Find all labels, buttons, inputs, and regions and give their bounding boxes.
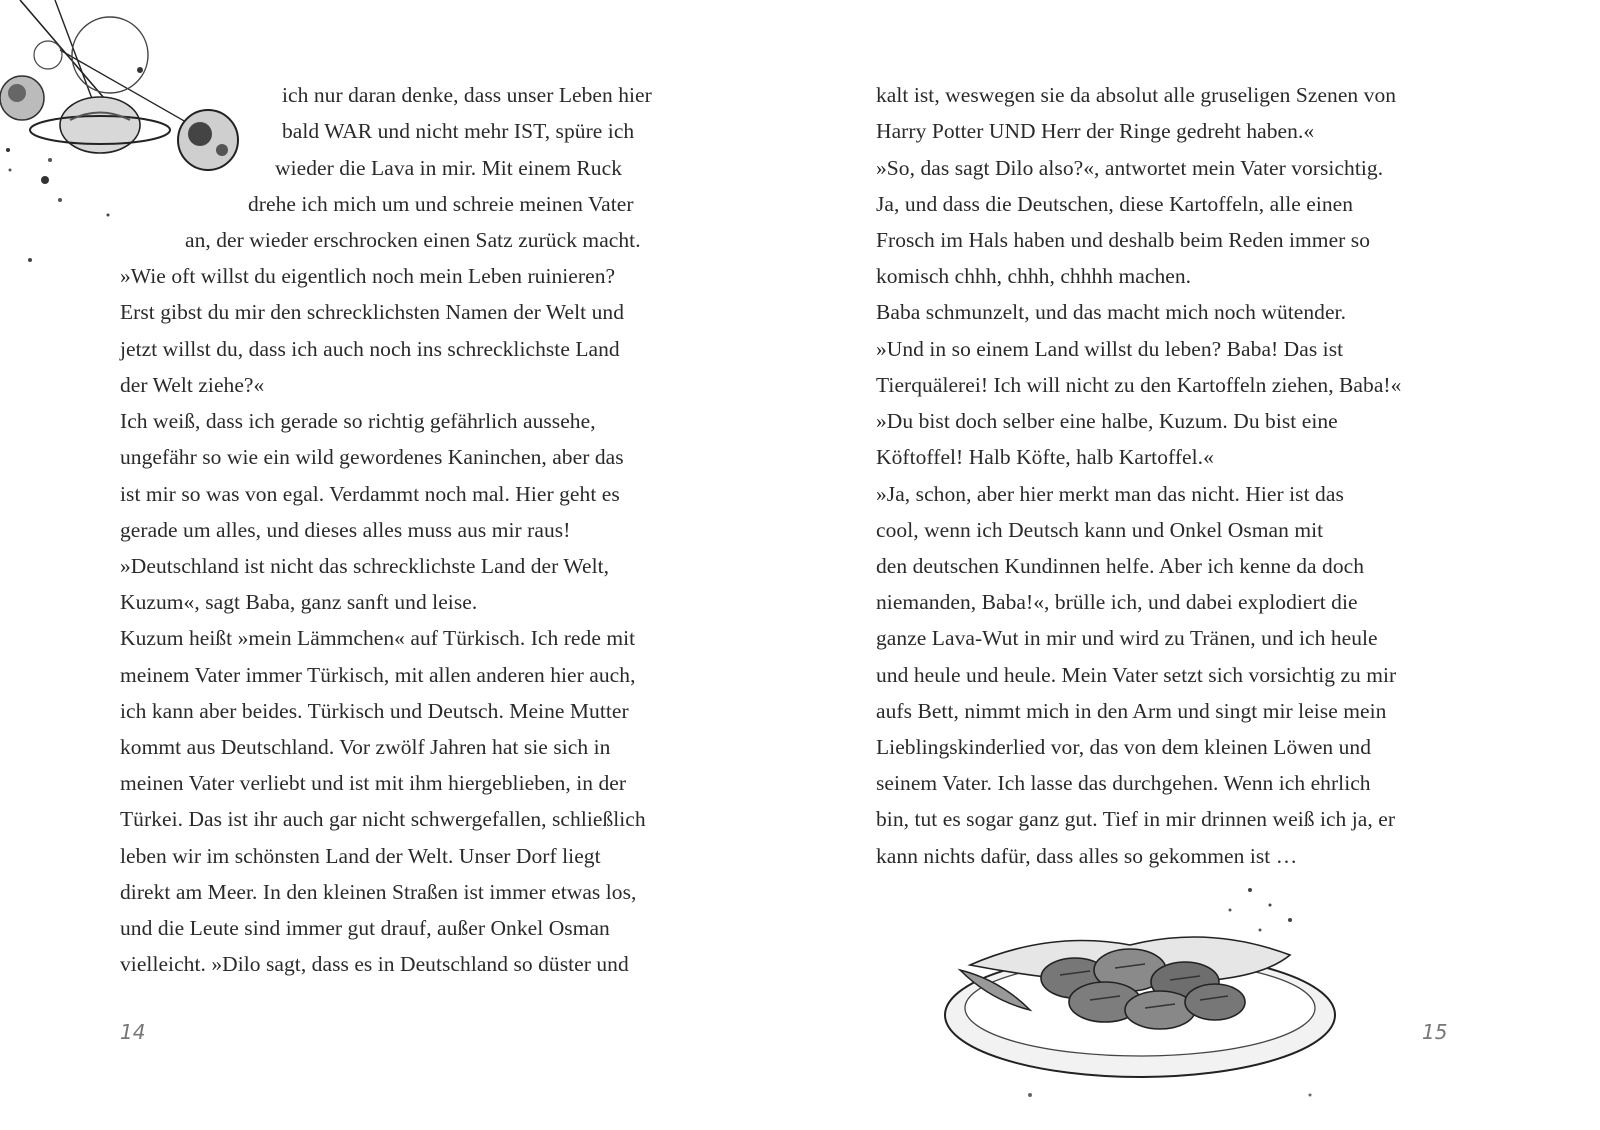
left-line-23: direkt am Meer. In den kleinen Straßen ist immer etwas los, [120, 880, 637, 904]
left-line-24: und die Leute sind immer gut drauf, außer Onkel Osman [120, 916, 610, 940]
right-line-12: »Ja, schon, aber hier merkt man das nicht. Hier ist das [876, 482, 1344, 506]
left-line-7: Erst gibst du mir den schrecklichsten Namen der Welt und [120, 300, 625, 324]
left-line-14: »Deutschland ist nicht das schrecklichste Land der Welt, [120, 554, 610, 578]
left-line-1: ich nur daran denke, dass unser Leben hier [282, 83, 652, 107]
left-line-8: jetzt willst du, dass ich auch noch ins schrecklichste Land [120, 337, 620, 361]
right-line-4: Ja, und dass die Deutschen, diese Kartoffeln, alle einen [876, 192, 1354, 216]
right-line-2: Harry Potter UND Herr der Ringe gedreht haben.« [876, 119, 1315, 143]
koefte-plate-illustration [930, 870, 1350, 1110]
right-line-10: »Du bist doch selber eine halbe, Kuzum. Du bist eine [876, 409, 1338, 433]
right-line-19: Lieblingskinderlied vor, das von dem kleinen Löwen und [876, 735, 1372, 759]
left-line-16: Kuzum heißt »mein Lämmchen« auf Türkisch. Ich rede mit [120, 626, 636, 650]
left-line-10: Ich weiß, dass ich gerade so richtig gefährlich aussehe, [120, 409, 596, 433]
right-line-3: »So, das sagt Dilo also?«, antwortet mein Vater vorsichtig. [876, 156, 1384, 180]
right-line-9: Tierquälerei! Ich will nicht zu den Kartoffeln ziehen, Baba!« [876, 373, 1402, 397]
right-line-22: kann nichts dafür, dass alles so gekommen ist … [876, 844, 1298, 868]
left-line-9: der Welt ziehe?« [120, 373, 265, 397]
right-line-16: ganze Lava-Wut in mir und wird zu Tränen, und ich heule [876, 626, 1378, 650]
left-line-13: gerade um alles, und dieses alles muss aus mir raus! [120, 518, 571, 542]
left-line-5: an, der wieder erschrocken einen Satz zurück macht. [185, 228, 641, 252]
left-line-15: Kuzum«, sagt Baba, ganz sanft und leise. [120, 590, 478, 614]
left-line-3: wieder die Lava in mir. Mit einem Ruck [275, 156, 623, 180]
right-line-1: kalt ist, weswegen sie da absolut alle gruseligen Szenen von [876, 83, 1397, 107]
right-line-21: bin, tut es sogar ganz gut. Tief in mir drinnen weiß ich ja, er [876, 807, 1396, 831]
right-line-18: aufs Bett, nimmt mich in den Arm und singt mir leise mein [876, 699, 1387, 723]
left-line-20: meinen Vater verliebt und ist mit ihm hiergeblieben, in der [120, 771, 627, 795]
page-number-right: 15 [1422, 1020, 1448, 1044]
left-line-25: vielleicht. »Dilo sagt, dass es in Deutschland so düster und [120, 952, 629, 976]
right-line-15: niemanden, Baba!«, brülle ich, und dabei explodiert die [876, 590, 1358, 614]
right-line-14: den deutschen Kundinnen helfe. Aber ich kenne da doch [876, 554, 1365, 578]
left-line-12: ist mir so was von egal. Verdammt noch mal. Hier geht es [120, 482, 620, 506]
right-line-20: seinem Vater. Ich lasse das durchgehen. Wenn ich ehrlich [876, 771, 1371, 795]
left-line-19: kommt aus Deutschland. Vor zwölf Jahren hat sie sich in [120, 735, 611, 759]
left-line-4: drehe ich mich um und schreie meinen Vater [248, 192, 634, 216]
page-number-left: 14 [120, 1020, 146, 1044]
right-line-8: »Und in so einem Land willst du leben? Baba! Das ist [876, 337, 1344, 361]
left-line-22: leben wir im schönsten Land der Welt. Unser Dorf liegt [120, 844, 601, 868]
left-line-21: Türkei. Das ist ihr auch gar nicht schwergefallen, schließlich [120, 807, 646, 831]
right-line-17: und heule und heule. Mein Vater setzt sich vorsichtig zu mir [876, 663, 1397, 687]
right-line-5: Frosch im Hals haben und deshalb beim Reden immer so [876, 228, 1371, 252]
left-line-17: meinem Vater immer Türkisch, mit allen anderen hier auch, [120, 663, 636, 687]
right-line-7: Baba schmunzelt, und das macht mich noch wütender. [876, 300, 1346, 324]
left-line-2: bald WAR und nicht mehr IST, spüre ich [282, 119, 635, 143]
left-line-6: »Wie oft willst du eigentlich noch mein Leben ruinieren? [120, 264, 616, 288]
left-line-18: ich kann aber beides. Türkisch und Deutsch. Meine Mutter [120, 699, 629, 723]
right-line-13: cool, wenn ich Deutsch kann und Onkel Osman mit [876, 518, 1324, 542]
right-page [800, 0, 1600, 1130]
right-line-6: komisch chhh, chhh, chhhh machen. [876, 264, 1192, 288]
left-line-11: ungefähr so wie ein wild gewordenes Kaninchen, aber das [120, 445, 624, 469]
right-line-11: Köftoffel! Halb Köfte, halb Kartoffel.« [876, 445, 1214, 469]
